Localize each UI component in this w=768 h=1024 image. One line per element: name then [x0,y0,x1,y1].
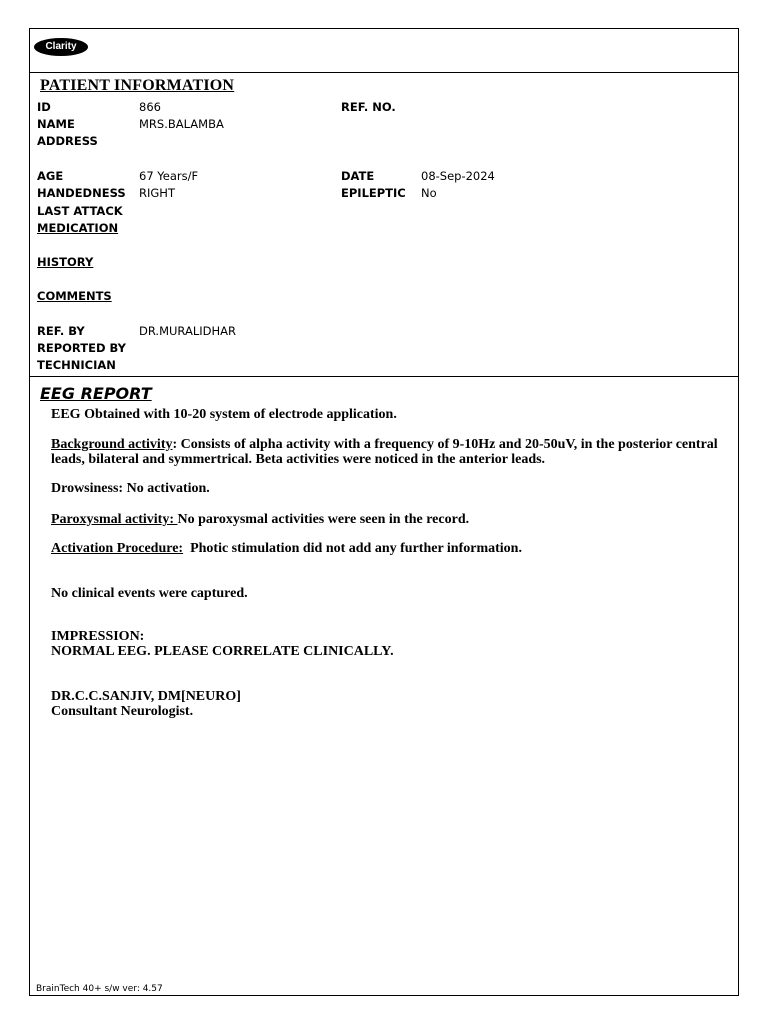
activation-text: Photic stimulation did not add any further information. [183,541,522,556]
background-activity [51,437,731,467]
comments-label: COMMENTS [37,289,112,303]
software-version: BrainTech 40+ s/w ver: 4.57 [36,984,163,994]
medication-label: MEDICATION [37,221,119,235]
clarity-logo: Clarity [34,38,88,56]
age-value: 67 Years/F [139,169,199,183]
ref-no-label: REF. NO. [341,100,396,114]
doctor-name: DR.C.C.SANJIV, DM[NEURO] [51,689,241,704]
id-value: 866 [139,100,161,114]
clinical-events: No clinical events were captured. [51,586,248,601]
ref-by-label: REF. BY [37,324,85,338]
eeg-report-title: EEG REPORT [40,384,152,403]
impression-text: NORMAL EEG. PLEASE CORRELATE CLINICALLY. [51,644,394,659]
id-label: ID [37,100,51,114]
paroxysmal-text: No paroxysmal activities were seen in the record. [177,512,470,527]
eeg-intro: EEG Obtained with 10-20 system of electrode application. [51,407,397,422]
drowsiness: Drowsiness: No activation. [51,481,210,496]
handedness-label: HANDEDNESS [37,186,126,200]
date-value: 08-Sep-2024 [421,169,495,183]
paroxysmal-heading: Paroxysmal activity: [51,512,178,527]
last-attack-label: LAST ATTACK [37,204,123,218]
background-text: : Consists of alpha activity with a frequency of 9-10Hz and 20-50uV, in the posterior central leads, bilateral and symmertrical. Beta activities were noticed in the anterior leads. [51,437,718,467]
background-heading: Background activity [51,437,173,452]
address-label: ADDRESS [37,134,98,148]
date-label: DATE [341,169,375,183]
epileptic-value: No [421,186,437,200]
name-value: MRS.BALAMBA [139,117,224,131]
age-label: AGE [37,169,64,183]
history-label: HISTORY [37,255,94,269]
header-divider [30,72,738,73]
section-divider [30,376,738,377]
activation-heading: Activation Procedure: [51,541,184,556]
impression-heading: IMPRESSION: [51,629,145,644]
name-label: NAME [37,117,75,131]
report-frame [29,28,739,996]
patient-info-title: PATIENT INFORMATION [40,77,235,94]
doctor-title: Consultant Neurologist. [51,704,194,719]
technician-label: TECHNICIAN [37,358,116,372]
paroxysmal-activity [51,512,731,527]
epileptic-label: EPILEPTIC [341,186,406,200]
handedness-value: RIGHT [139,186,175,200]
activation-procedure [51,541,731,556]
reported-by-label: REPORTED BY [37,341,126,355]
ref-by-value: DR.MURALIDHAR [139,324,236,338]
